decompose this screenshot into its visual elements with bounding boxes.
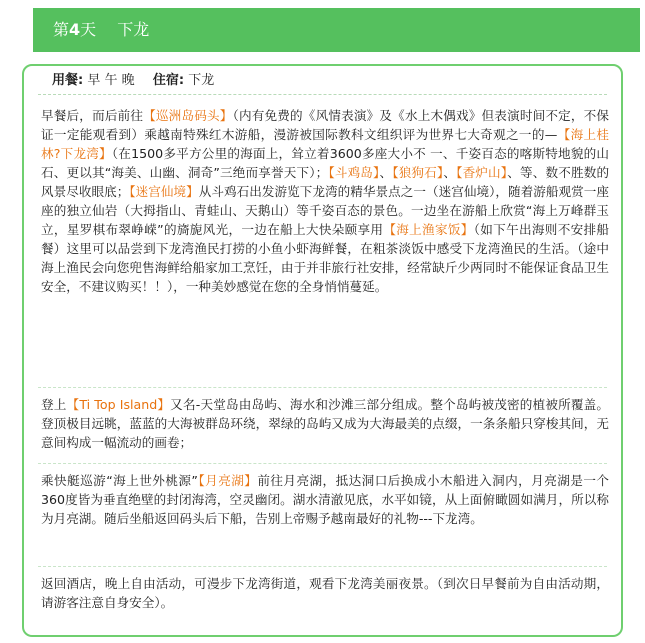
paragraph-morning-cruise	[41, 106, 609, 296]
highlight-dog-rock: 【狼狗石】	[392, 165, 444, 180]
paragraph-titop-island	[41, 395, 609, 452]
highlight-incense-mountain: 【香炉山】	[456, 165, 508, 180]
highlight-halong-bay: 【海上桂林?下龙湾】	[41, 127, 610, 161]
day-prefix: 第	[53, 20, 70, 39]
day-place: 下龙	[117, 20, 150, 39]
text: 、	[443, 165, 457, 180]
text: （内有免费的《风情表演》及《水上木偶戏》但表演时间不定，不保证一定能观看到）乘越南特殊红木游船，漫游被国际教科文组织评为世界七大奇观之一的—	[41, 108, 610, 142]
day-number: 4	[69, 20, 81, 39]
meal-label: 用餐:	[52, 73, 84, 88]
paragraph-evening	[41, 574, 609, 612]
paragraph-divider	[38, 566, 607, 567]
text: 登上	[41, 397, 67, 412]
highlight-maze-wonderland: 【迷宫仙境】	[129, 184, 199, 199]
text: 返回酒店，晚上自由活动，可漫步下龙湾街道，观看下龙湾美丽夜景。（到次日早餐前为自由活动期，请游客注意自身安全）。	[41, 576, 609, 610]
stay-label: 住宿:	[152, 73, 185, 88]
highlight-fisherman-meal: 【海上渔家饭】	[383, 222, 474, 237]
text: 从斗鸡石出发游览下龙湾的精华景点之一（迷宫仙境），随着游船观赏一座座的独立仙岩（大拇指山、青蛙山、天鹅山）等千姿百态的景色。一边坐在游船上欣赏“海上万峰群玉立，星罗棋布翠峥嵘”的旖旎风光，一边在船上大快朵颐享用	[41, 184, 610, 237]
stay-value: 下龙	[188, 73, 215, 88]
text: 又名-天堂岛由岛屿、海水和沙滩三部分组成。整个岛屿被茂密的植被所覆盖。登顶极目远眺，蓝蓝的大海被群岛环绕，翠绿的岛屿又成为大海最美的点缀，一条条船只穿梭其间，无意间构成一幅流动的画卷；	[41, 397, 610, 450]
meals-row	[52, 73, 214, 89]
text: 早餐后，而后前往	[41, 108, 144, 123]
highlight-titop-island: 【Ti Top Island】	[66, 397, 171, 412]
highlight-moon-lake: 【月亮湖】	[197, 473, 258, 488]
day-label	[53, 20, 96, 39]
text: 乘快艇巡游“海上世外桃源”	[41, 473, 198, 488]
paragraph-moon-lake	[41, 471, 609, 528]
day-suffix: 天	[80, 20, 97, 39]
highlight-fighting-cock: 【斗鸡岛】	[328, 165, 380, 180]
highlight-pier: 【巡洲岛码头】	[143, 108, 233, 123]
day-header	[33, 8, 640, 52]
text: （在1500多平方公里的海面上，耸立着3600多座大小不 一、千姿百态的喀斯特地貌的山石、更以其“海美、山幽、洞奇”三绝而享誉天下）；	[41, 146, 610, 180]
meal-value: 早 午 晚	[87, 73, 135, 88]
meals-divider	[38, 94, 607, 95]
text: 、等、数不胜数的风景尽收眼底；	[41, 165, 610, 199]
text: （如下午出海则不安排船餐）这里可以品尝到下龙湾渔民打捞的小鱼小虾海鲜餐，在粗茶淡饭中感受下龙湾渔民的生活。（途中海上渔民会向您兜售海鲜给船家加工烹饪，由于并非旅行社安排，经常缺斤少两同时不能保证食品卫生安全，不建议购买！！），一种美妙感觉在您的全身悄悄蔓延。	[41, 222, 610, 294]
paragraph-divider	[38, 463, 607, 464]
text: 、	[379, 165, 393, 180]
paragraph-divider	[38, 387, 607, 388]
text: 前往月亮湖，抵达洞口后换成小木船进入洞内，月亮湖是一个360度皆为垂直绝壁的封闭海湾，空灵幽闭。湖水清澈见底，水平如镜，从上面俯瞰圆如满月，所以称为月亮湖。随后坐船返回码头后下船，告别上帝赐予越南最好的礼物---下龙湾。	[41, 473, 610, 526]
itinerary-card	[22, 64, 623, 637]
